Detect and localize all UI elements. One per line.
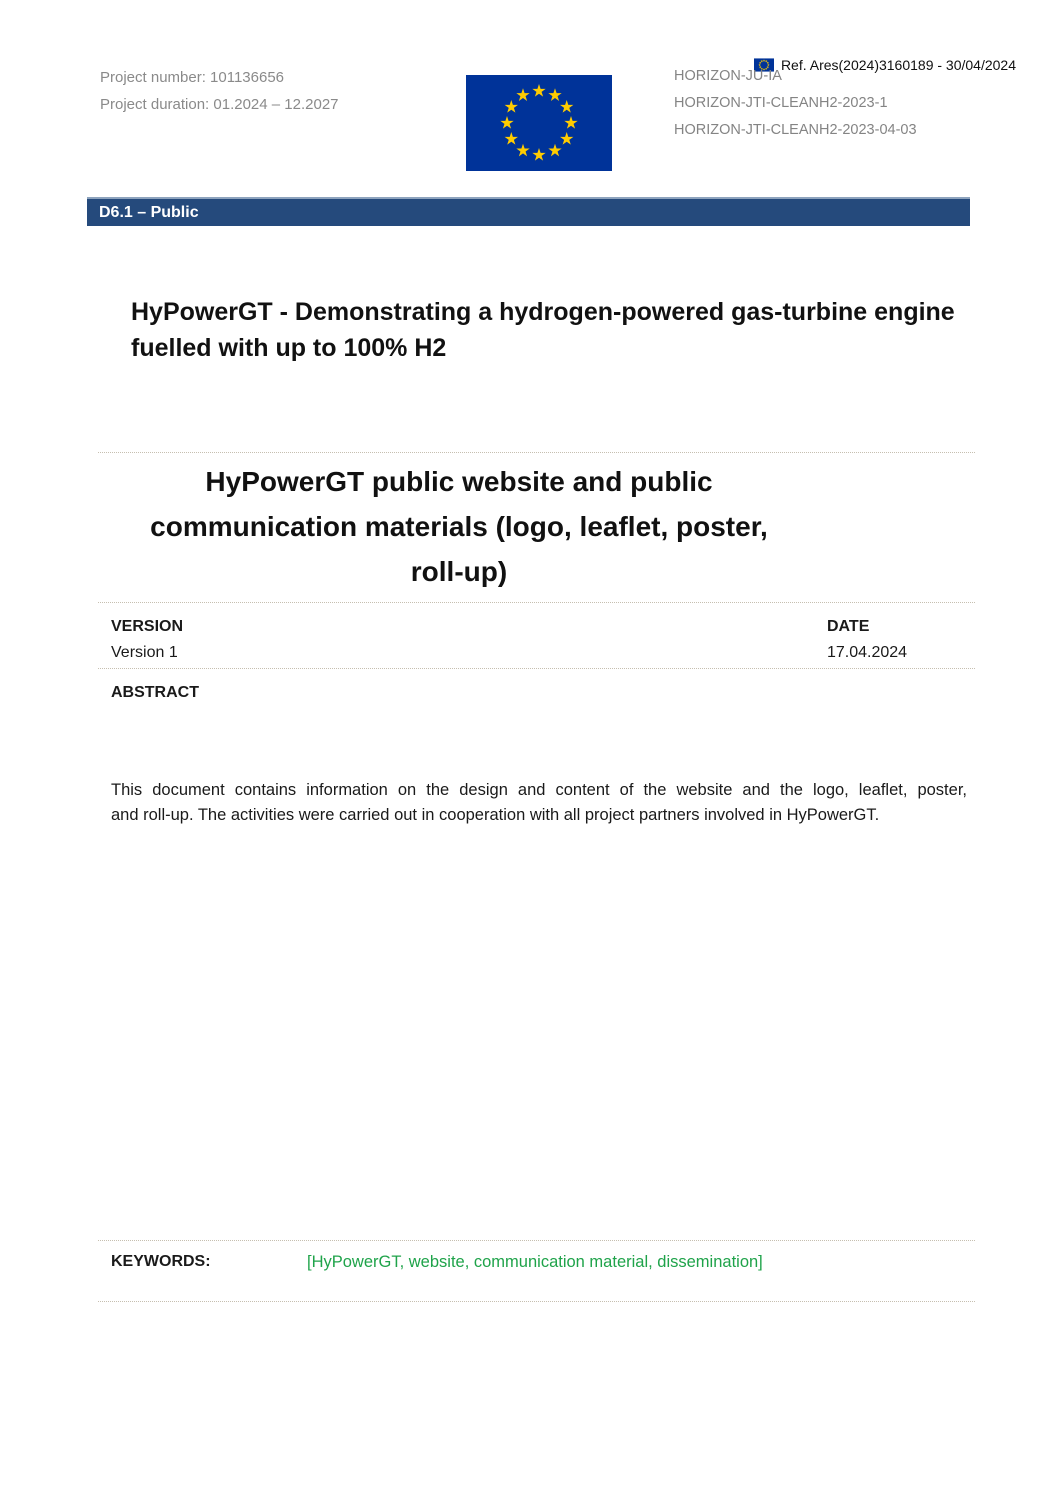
document-title-line: roll-up) [410, 556, 508, 587]
dotted-separator [98, 668, 975, 669]
date-value: 17.04.2024 [827, 644, 908, 661]
document-title [98, 459, 820, 594]
keywords-value: [HyPowerGT, website, communication material, dissemination] [307, 1253, 763, 1271]
programme-codes [674, 69, 917, 150]
deliverable-banner-label: D6.1 – Public [99, 203, 199, 221]
deliverable-banner [87, 197, 970, 226]
dotted-separator [98, 1240, 975, 1241]
programme-line: HORIZON-JU-IA [674, 68, 782, 84]
abstract-label: ABSTRACT [111, 684, 199, 701]
eu-flag [466, 75, 612, 171]
project-title [131, 294, 955, 366]
document-title-line: communication materials (logo, leaflet, poster, [150, 511, 768, 542]
date-label: DATE [827, 618, 870, 635]
document-title-line: HyPowerGT public website and public [205, 466, 713, 497]
keywords-label: KEYWORDS: [111, 1253, 211, 1270]
abstract-line: and roll-up. The activities were carried out in cooperation with all project partners involved in HyPowerGT. [111, 806, 880, 824]
version-value: Version 1 [111, 644, 178, 661]
project-number: Project number: 101136656 [100, 69, 285, 86]
abstract-line: This document contains information on the design and content of the website and the logo, leaflet, poster, [111, 781, 967, 799]
project-title-line: HyPowerGT - Demonstrating a hydrogen-powered gas-turbine engine [131, 298, 955, 326]
project-title-line: fuelled with up to 100% H2 [131, 334, 447, 362]
ref-ares-text: Ref. Ares(2024)3160189 - 30/04/2024 [780, 57, 1016, 73]
programme-line: HORIZON-JTI-CLEANH2-2023-1 [674, 95, 888, 111]
project-meta [100, 64, 339, 118]
dotted-separator [98, 1301, 975, 1302]
dotted-separator [98, 452, 975, 453]
version-label: VERSION [111, 618, 184, 635]
abstract-text [111, 778, 967, 828]
dotted-separator [98, 602, 975, 603]
project-duration: Project duration: 01.2024 – 12.2027 [100, 96, 339, 113]
programme-line: HORIZON-JTI-CLEANH2-2023-04-03 [674, 122, 917, 138]
